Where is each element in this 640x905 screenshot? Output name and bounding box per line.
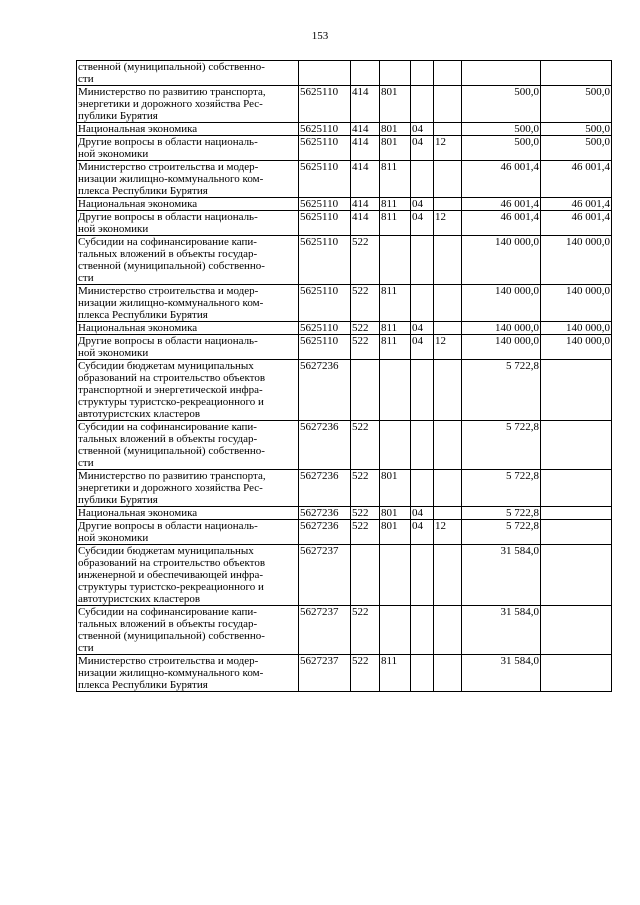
cell-target-code: 5625110	[299, 285, 351, 322]
cell-amount-1: 500,0	[462, 136, 541, 161]
table-row	[77, 136, 612, 161]
table-row	[77, 421, 612, 470]
cell-name: Другие вопросы в области националь- ной экономики	[77, 520, 299, 545]
cell-expense-type	[351, 360, 380, 421]
cell-amount-2	[541, 655, 612, 692]
cell-subsection	[434, 421, 462, 470]
cell-amount-2	[541, 421, 612, 470]
cell-target-code: 5627236	[299, 507, 351, 520]
table-row	[77, 61, 612, 86]
cell-target-code: 5625110	[299, 136, 351, 161]
cell-target-code: 5627236	[299, 470, 351, 507]
cell-department-code: 811	[380, 322, 411, 335]
cell-target-code: 5627237	[299, 545, 351, 606]
cell-department-code: 801	[380, 123, 411, 136]
cell-section	[411, 161, 434, 198]
cell-amount-2: 46 001,4	[541, 211, 612, 236]
cell-amount-2: 500,0	[541, 136, 612, 161]
cell-target-code: 5625110	[299, 123, 351, 136]
cell-department-code	[380, 606, 411, 655]
table-row	[77, 285, 612, 322]
cell-department-code: 811	[380, 198, 411, 211]
table-row	[77, 470, 612, 507]
cell-section	[411, 421, 434, 470]
cell-amount-2: 500,0	[541, 86, 612, 123]
cell-department-code: 811	[380, 285, 411, 322]
cell-name: Министерство строительства и модер- низации жилищно-коммунального ком- плекса Республики Бурятия	[77, 285, 299, 322]
cell-subsection: 12	[434, 136, 462, 161]
cell-department-code: 811	[380, 655, 411, 692]
cell-section: 04	[411, 322, 434, 335]
cell-subsection	[434, 61, 462, 86]
cell-amount-2	[541, 606, 612, 655]
page-number: 153	[311, 30, 329, 42]
cell-amount-2	[541, 360, 612, 421]
table-row	[77, 520, 612, 545]
cell-amount-2: 140 000,0	[541, 236, 612, 285]
cell-section	[411, 545, 434, 606]
cell-expense-type: 522	[351, 322, 380, 335]
cell-expense-type: 522	[351, 285, 380, 322]
cell-amount-1: 5 722,8	[462, 507, 541, 520]
cell-amount-2	[541, 470, 612, 507]
cell-section	[411, 360, 434, 421]
cell-target-code: 5625110	[299, 211, 351, 236]
cell-subsection	[434, 236, 462, 285]
cell-expense-type: 414	[351, 211, 380, 236]
cell-subsection	[434, 507, 462, 520]
cell-department-code: 811	[380, 161, 411, 198]
cell-department-code: 801	[380, 86, 411, 123]
table-row	[77, 161, 612, 198]
cell-section: 04	[411, 507, 434, 520]
cell-expense-type: 522	[351, 470, 380, 507]
cell-expense-type	[351, 61, 380, 86]
cell-target-code	[299, 61, 351, 86]
table-row	[77, 360, 612, 421]
cell-expense-type: 522	[351, 655, 380, 692]
cell-department-code	[380, 236, 411, 285]
cell-section	[411, 470, 434, 507]
cell-department-code	[380, 545, 411, 606]
cell-amount-2	[541, 520, 612, 545]
cell-department-code: 801	[380, 470, 411, 507]
cell-section	[411, 606, 434, 655]
cell-target-code: 5625110	[299, 86, 351, 123]
cell-section: 04	[411, 335, 434, 360]
cell-section: 04	[411, 211, 434, 236]
cell-name: Субсидии бюджетам муниципальных образований на строительство объектов транспортной и энергетической инфра- структуры туристско-рекреационного и автотуристских кластеров	[77, 360, 299, 421]
cell-target-code: 5625110	[299, 161, 351, 198]
cell-name: Национальная экономика	[77, 322, 299, 335]
cell-expense-type: 522	[351, 520, 380, 545]
cell-name: Министерство по развитию транспорта, энергетики и дорожного хозяйства Рес- публики Бурятия	[77, 470, 299, 507]
cell-amount-1: 46 001,4	[462, 161, 541, 198]
cell-name: Министерство строительства и модер- низации жилищно-коммунального ком- плекса Республики Бурятия	[77, 161, 299, 198]
cell-amount-1	[462, 61, 541, 86]
cell-amount-1: 5 722,8	[462, 421, 541, 470]
cell-subsection	[434, 285, 462, 322]
cell-amount-1: 31 584,0	[462, 655, 541, 692]
cell-amount-2: 500,0	[541, 123, 612, 136]
cell-section: 04	[411, 198, 434, 211]
cell-target-code: 5625110	[299, 198, 351, 211]
cell-subsection: 12	[434, 211, 462, 236]
table-row	[77, 335, 612, 360]
cell-name: Другие вопросы в области националь- ной экономики	[77, 211, 299, 236]
cell-target-code: 5627236	[299, 520, 351, 545]
cell-name: Субсидии на софинансирование капи- тальных вложений в объекты государ- ственной (муниципальной) собственно- сти	[77, 421, 299, 470]
cell-amount-2: 140 000,0	[541, 322, 612, 335]
cell-department-code: 801	[380, 520, 411, 545]
cell-name: Министерство строительства и модер- низации жилищно-коммунального ком- плекса Республики Бурятия	[77, 655, 299, 692]
cell-name: Субсидии на софинансирование капи- тальных вложений в объекты государ- ственной (муниципальной) собственно- сти	[77, 236, 299, 285]
cell-name: Национальная экономика	[77, 123, 299, 136]
budget-table	[76, 60, 612, 692]
cell-amount-1: 500,0	[462, 86, 541, 123]
cell-target-code: 5627236	[299, 360, 351, 421]
cell-subsection	[434, 123, 462, 136]
cell-subsection	[434, 322, 462, 335]
cell-expense-type: 414	[351, 86, 380, 123]
cell-section: 04	[411, 136, 434, 161]
cell-expense-type: 522	[351, 236, 380, 285]
cell-subsection	[434, 198, 462, 211]
cell-section: 04	[411, 520, 434, 545]
cell-amount-2: 46 001,4	[541, 161, 612, 198]
cell-department-code: 811	[380, 335, 411, 360]
cell-name: Другие вопросы в области националь- ной экономики	[77, 335, 299, 360]
cell-amount-1: 140 000,0	[462, 285, 541, 322]
cell-subsection	[434, 545, 462, 606]
cell-subsection	[434, 606, 462, 655]
cell-expense-type: 522	[351, 421, 380, 470]
cell-amount-1: 46 001,4	[462, 198, 541, 211]
cell-name: ственной (муниципальной) собственно- сти	[77, 61, 299, 86]
cell-amount-1: 5 722,8	[462, 520, 541, 545]
table-row	[77, 545, 612, 606]
cell-name: Субсидии бюджетам муниципальных образований на строительство объектов инженерной и обеспечивающей инфра- структуры туристско-рекреационного и автотуристских кластеров	[77, 545, 299, 606]
cell-amount-1: 46 001,4	[462, 211, 541, 236]
cell-target-code: 5625110	[299, 335, 351, 360]
cell-amount-2: 140 000,0	[541, 335, 612, 360]
cell-section	[411, 61, 434, 86]
cell-department-code	[380, 360, 411, 421]
cell-department-code	[380, 61, 411, 86]
cell-name: Национальная экономика	[77, 507, 299, 520]
cell-amount-2	[541, 545, 612, 606]
cell-target-code: 5627237	[299, 655, 351, 692]
table-row	[77, 86, 612, 123]
cell-amount-2: 140 000,0	[541, 285, 612, 322]
cell-amount-1: 31 584,0	[462, 606, 541, 655]
cell-expense-type: 414	[351, 123, 380, 136]
cell-name: Другие вопросы в области националь- ной экономики	[77, 136, 299, 161]
cell-target-code: 5627236	[299, 421, 351, 470]
table-row	[77, 123, 612, 136]
cell-department-code: 801	[380, 507, 411, 520]
table-row	[77, 211, 612, 236]
cell-section	[411, 655, 434, 692]
cell-amount-1: 31 584,0	[462, 545, 541, 606]
cell-target-code: 5625110	[299, 322, 351, 335]
table-body	[77, 61, 612, 692]
cell-name: Министерство по развитию транспорта, энергетики и дорожного хозяйства Рес- публики Бурятия	[77, 86, 299, 123]
cell-expense-type: 522	[351, 335, 380, 360]
table-row	[77, 655, 612, 692]
table-row	[77, 198, 612, 211]
cell-department-code	[380, 421, 411, 470]
cell-name: Национальная экономика	[77, 198, 299, 211]
cell-subsection	[434, 470, 462, 507]
cell-subsection: 12	[434, 520, 462, 545]
cell-expense-type: 414	[351, 198, 380, 211]
cell-section	[411, 236, 434, 285]
table-row	[77, 606, 612, 655]
cell-expense-type	[351, 545, 380, 606]
cell-section: 04	[411, 123, 434, 136]
cell-amount-2: 46 001,4	[541, 198, 612, 211]
cell-section	[411, 285, 434, 322]
cell-amount-1: 140 000,0	[462, 322, 541, 335]
cell-expense-type: 522	[351, 507, 380, 520]
cell-amount-1: 500,0	[462, 123, 541, 136]
cell-amount-1: 5 722,8	[462, 470, 541, 507]
cell-target-code: 5627237	[299, 606, 351, 655]
table-row	[77, 236, 612, 285]
cell-subsection	[434, 86, 462, 123]
table-row	[77, 507, 612, 520]
cell-expense-type: 414	[351, 161, 380, 198]
cell-department-code: 801	[380, 136, 411, 161]
cell-expense-type: 414	[351, 136, 380, 161]
cell-subsection	[434, 360, 462, 421]
cell-amount-1: 140 000,0	[462, 236, 541, 285]
cell-subsection	[434, 161, 462, 198]
cell-section	[411, 86, 434, 123]
table-row	[77, 322, 612, 335]
cell-amount-2	[541, 507, 612, 520]
cell-target-code: 5625110	[299, 236, 351, 285]
cell-amount-1: 140 000,0	[462, 335, 541, 360]
cell-amount-1: 5 722,8	[462, 360, 541, 421]
cell-subsection: 12	[434, 335, 462, 360]
cell-subsection	[434, 655, 462, 692]
cell-expense-type: 522	[351, 606, 380, 655]
cell-name: Субсидии на софинансирование капи- тальных вложений в объекты государ- ственной (муниципальной) собственно- сти	[77, 606, 299, 655]
cell-amount-2	[541, 61, 612, 86]
cell-department-code: 811	[380, 211, 411, 236]
